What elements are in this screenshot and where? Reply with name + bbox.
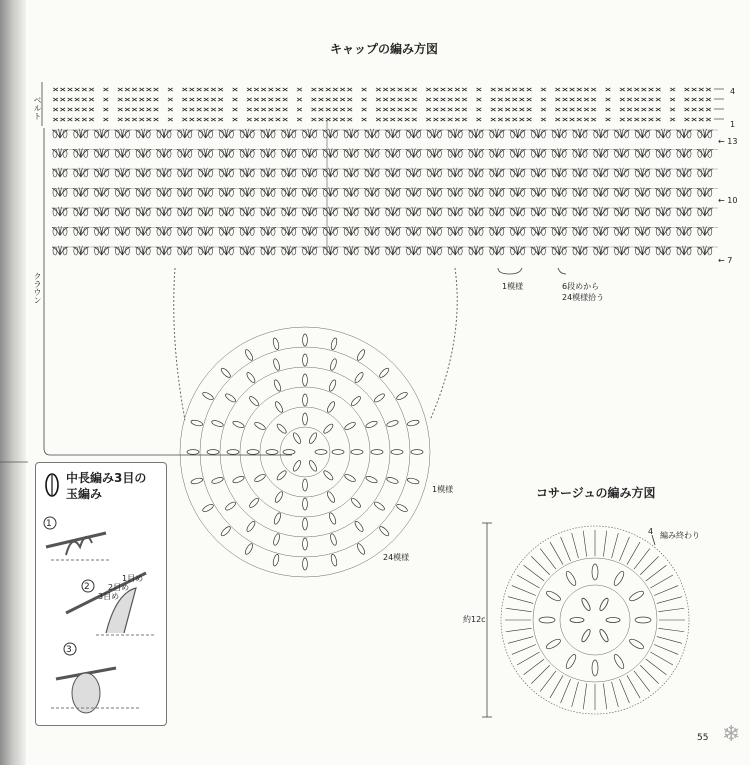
corsage-title: コサージュの編み方図 — [536, 486, 656, 500]
step2-label-1: 1目め — [122, 574, 144, 583]
step-3-number: 3 — [66, 645, 72, 655]
belt-row-1: 1 — [730, 120, 736, 129]
corsage-circle — [501, 526, 689, 714]
pickup-line1: 6段めから — [562, 282, 600, 291]
pickup-line2: 24模様拾う — [562, 293, 605, 302]
crown-row-7: ← 7 — [718, 256, 733, 265]
technique-inset — [35, 462, 167, 726]
belt-label: ベルト — [33, 96, 42, 120]
corsage-round-number: 4 — [648, 527, 654, 536]
belt-row: ×××××× × ×××××× × ×××××× × ×××××× × ×××××× × ×××××× ×××××× × ×××××× × ×××××× × ×××××× × ×××× — [52, 105, 712, 114]
cap-crown-circle — [180, 327, 430, 577]
step2-label-3: 3目め — [98, 592, 120, 601]
crown-row-13: ← 13 — [718, 137, 738, 146]
page-number: 55 — [697, 733, 709, 743]
corsage-size-label: 約12c — [463, 615, 486, 624]
crown-rows — [52, 120, 718, 255]
step2-label-2: 2目め — [108, 583, 130, 592]
corsage-finish-label: 編み終わり — [660, 531, 700, 540]
belt-row: ×××××× × ×××××× × ×××××× × ×××××× × ×××××× × ×××××× ×××××× × ×××××× × ×××××× × ×××××× × ×××× — [52, 115, 712, 124]
cap-title: キャップの編み方図 — [330, 42, 439, 56]
belt-row: ×××××× × ×××××× × ×××××× × ×××××× × ×××××× × ×××××× ×××××× × ×××××× × ×××××× × ×××××× × ×××× — [52, 95, 712, 104]
belt-rows — [52, 85, 724, 124]
step-2-number: 2 — [84, 582, 90, 592]
belt-row: ×××××× × ×××××× × ×××××× × ×××××× × ×××××× × ×××××× ×××××× × ×××××× × ×××××× × ×××××× × ×××× — [52, 85, 712, 94]
inset-title-line2: 玉編み — [66, 487, 103, 501]
inset-title-line1: 中長編み3目の — [66, 471, 147, 485]
crown-row-10: ← 10 — [718, 196, 738, 205]
circle-24-pattern-label: 24模様 — [383, 553, 410, 562]
step-1-number: 1 — [46, 519, 52, 529]
one-pattern-label: 1模様 — [502, 282, 524, 291]
crown-label: クラウン — [33, 272, 42, 304]
circle-one-pattern-label: 1模様 — [432, 485, 454, 494]
snowflake-icon: ❄ — [722, 722, 741, 747]
belt-row-4: 4 — [730, 87, 736, 96]
